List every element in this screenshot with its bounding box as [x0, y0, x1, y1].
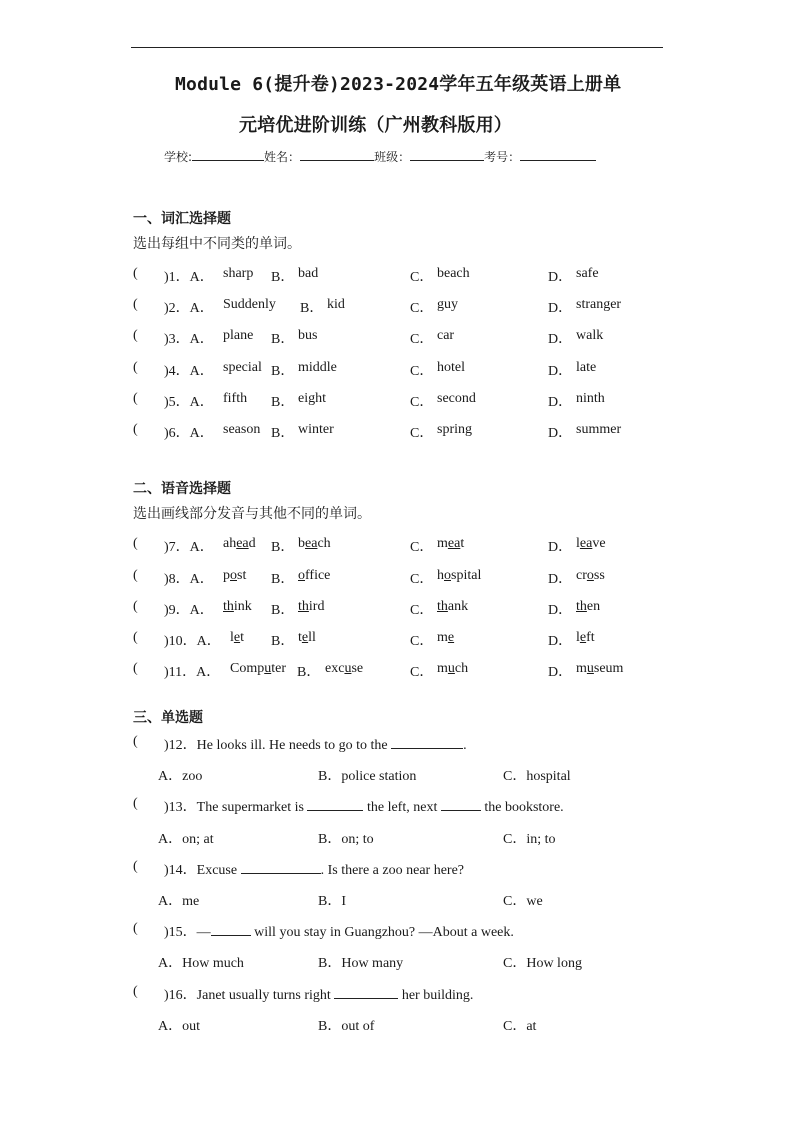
option-d: left: [576, 630, 595, 645]
option-c: meat: [437, 536, 465, 551]
option-a: A．on; at: [158, 832, 214, 847]
option-a: Computer: [230, 661, 286, 676]
option-b: B．police station: [318, 769, 417, 784]
option-b: bad: [298, 266, 319, 281]
option-c: C．we: [503, 894, 543, 909]
option-b: winter: [298, 422, 334, 437]
exam-number-blank[interactable]: [520, 146, 596, 161]
option-a: Suddenly: [223, 297, 276, 312]
question-number: )7．A．: [164, 540, 214, 555]
answer-paren[interactable]: (: [133, 859, 138, 874]
answer-paren[interactable]: (: [133, 796, 138, 811]
option-d: stranger: [576, 297, 622, 312]
underlined-part: e: [579, 630, 587, 645]
option-d-label: D．: [548, 332, 573, 347]
option-c: second: [437, 391, 476, 406]
option-c-label: C．: [410, 270, 434, 285]
title-line-1: Module 6(提升卷)2023-2024学年五年级英语上册单: [175, 74, 622, 95]
option-c-label: C．: [410, 301, 434, 316]
fill-blank[interactable]: [307, 796, 363, 811]
option-b: B．on; to: [318, 832, 374, 847]
option-b-label: B．: [271, 395, 295, 410]
option-c-label: C．: [410, 634, 434, 649]
option-a: fifth: [223, 391, 248, 406]
option-a: plane: [223, 328, 254, 343]
question-stem: )13．The supermarket is the left, next the bookstore.: [164, 796, 564, 816]
underlined-part: th: [576, 599, 587, 614]
name-label: 姓名：: [264, 150, 301, 164]
question-number: )9．A．: [164, 603, 214, 618]
option-c-label: C．: [410, 572, 434, 587]
option-c-label: C．: [410, 332, 434, 347]
option-b: tell: [298, 630, 316, 645]
answer-paren[interactable]: (: [133, 297, 138, 312]
answer-paren[interactable]: (: [133, 630, 138, 645]
section-1-heading: 一、词汇选择题: [133, 211, 231, 227]
section-1-instruction: 选出每组中不同类的单词。: [133, 236, 301, 252]
underlined-part: ea: [579, 536, 593, 551]
option-b-label: B．: [271, 603, 295, 618]
option-d-label: D．: [548, 665, 573, 680]
question-number: )2．A．: [164, 301, 214, 316]
option-d-label: D．: [548, 426, 573, 441]
answer-paren[interactable]: (: [133, 391, 138, 406]
option-b-label: B．: [271, 634, 295, 649]
question-stem: )15．— will you stay in Guangzhou? —About a week.: [164, 921, 514, 941]
option-d: ninth: [576, 391, 605, 406]
option-a: A．out: [158, 1019, 200, 1034]
option-b: B．How many: [318, 956, 404, 971]
option-a: season: [223, 422, 261, 437]
option-b-label: B．: [271, 540, 295, 555]
option-c: thank: [437, 599, 469, 614]
question-stem: )14．Excuse . Is there a zoo near here?: [164, 859, 464, 879]
option-a: post: [223, 568, 247, 583]
underlined-part: o: [444, 568, 451, 583]
underlined-part: u: [586, 661, 594, 676]
class-label: 班级：: [374, 150, 411, 164]
section-2-instruction: 选出画线部分发音与其他不同的单词。: [133, 506, 371, 522]
underlined-part: ea: [236, 536, 249, 551]
option-b: third: [298, 599, 325, 614]
answer-paren[interactable]: (: [133, 984, 138, 999]
answer-paren[interactable]: (: [133, 599, 138, 614]
option-d-label: D．: [548, 270, 573, 285]
student-info-fields: [164, 146, 596, 165]
option-c: hotel: [437, 360, 465, 375]
option-c: hospital: [437, 568, 482, 583]
option-a: special: [223, 360, 262, 375]
underlined-part: e: [233, 630, 241, 645]
option-d-label: D．: [548, 603, 573, 618]
option-d-label: D．: [548, 540, 573, 555]
question-number: )11．A．: [164, 665, 221, 680]
option-d: leave: [576, 536, 606, 551]
option-b: middle: [298, 360, 337, 375]
question-number: )3．A．: [164, 332, 214, 347]
option-b-label: B．: [271, 270, 295, 285]
option-d: cross: [576, 568, 605, 583]
option-b-label: B．: [300, 301, 324, 316]
option-d: summer: [576, 422, 622, 437]
title-line-2: 元培优进阶训练（广州教科版用）: [239, 115, 512, 136]
option-c-label: C．: [410, 426, 434, 441]
underlined-part: u: [447, 661, 455, 676]
underlined-part: e: [301, 630, 309, 645]
question-stem: )12．He looks ill. He needs to go to the .: [164, 734, 467, 754]
option-b: beach: [298, 536, 331, 551]
underlined-part: o: [230, 568, 237, 583]
answer-paren[interactable]: (: [133, 921, 138, 936]
fill-blank[interactable]: [441, 796, 481, 811]
question-number: )6．A．: [164, 426, 214, 441]
option-c-label: C．: [410, 364, 434, 379]
option-a: A．zoo: [158, 769, 203, 784]
question-number: )4．A．: [164, 364, 214, 379]
option-c-label: C．: [410, 540, 434, 555]
class-blank[interactable]: [410, 146, 484, 161]
fill-blank[interactable]: [391, 734, 463, 749]
option-c: spring: [437, 422, 472, 437]
school-blank[interactable]: [192, 146, 264, 161]
question-number: )1．A．: [164, 270, 214, 285]
option-c-label: C．: [410, 665, 434, 680]
option-d: safe: [576, 266, 599, 281]
option-c-label: C．: [410, 603, 434, 618]
option-d-label: D．: [548, 572, 573, 587]
option-a: think: [223, 599, 252, 614]
question-number: )8．A．: [164, 572, 214, 587]
option-b: eight: [298, 391, 326, 406]
exam-number-label: 考号：: [484, 150, 521, 164]
answer-paren[interactable]: (: [133, 568, 138, 583]
question-number: )5．A．: [164, 395, 214, 410]
option-b: excuse: [325, 661, 364, 676]
option-c: C．How long: [503, 956, 582, 971]
option-d-label: D．: [548, 634, 573, 649]
header-rule: [131, 47, 663, 48]
underlined-part: th: [298, 599, 309, 614]
answer-paren[interactable]: (: [133, 328, 138, 343]
section-2-heading: 二、语音选择题: [133, 481, 231, 497]
answer-paren[interactable]: (: [133, 734, 138, 749]
option-d-label: D．: [548, 395, 573, 410]
option-c: car: [437, 328, 455, 343]
option-d: walk: [576, 328, 604, 343]
option-b: kid: [327, 297, 345, 312]
option-a: ahead: [223, 536, 256, 551]
option-c-label: C．: [410, 395, 434, 410]
option-b-label: B．: [271, 426, 295, 441]
answer-paren[interactable]: (: [133, 536, 138, 551]
underlined-part: ea: [305, 536, 318, 551]
option-d: then: [576, 599, 601, 614]
option-d-label: D．: [548, 364, 573, 379]
fill-blank[interactable]: [241, 859, 321, 874]
option-b: office: [298, 568, 331, 583]
option-a: A．me: [158, 894, 200, 909]
answer-paren[interactable]: (: [133, 266, 138, 281]
option-c: me: [437, 630, 455, 645]
underlined-part: u: [264, 661, 272, 676]
underlined-part: ea: [447, 536, 461, 551]
answer-paren[interactable]: (: [133, 422, 138, 437]
option-b: bus: [298, 328, 318, 343]
question-stem: )16．Janet usually turns right her building.: [164, 984, 473, 1004]
option-a: sharp: [223, 266, 254, 281]
option-c: beach: [437, 266, 470, 281]
school-label: 学校:: [164, 150, 193, 164]
underlined-part: e: [447, 630, 455, 645]
option-d: late: [576, 360, 597, 375]
section-3-heading: 三、单选题: [133, 710, 203, 726]
option-c: guy: [437, 297, 458, 312]
fill-blank[interactable]: [211, 921, 251, 936]
option-d: museum: [576, 661, 624, 676]
underlined-part: o: [586, 568, 594, 583]
underlined-part: o: [298, 568, 305, 583]
option-c: much: [437, 661, 469, 676]
answer-paren[interactable]: (: [133, 661, 138, 676]
option-c: C．hospital: [503, 769, 571, 784]
answer-paren[interactable]: (: [133, 360, 138, 375]
option-b-label: B．: [297, 665, 321, 680]
option-c: C．at: [503, 1019, 537, 1034]
option-b-label: B．: [271, 572, 295, 587]
question-number: )10．A．: [164, 634, 221, 649]
option-d-label: D．: [548, 301, 573, 316]
underlined-part: u: [344, 661, 352, 676]
option-a: let: [230, 630, 244, 645]
underlined-part: th: [437, 599, 448, 614]
name-blank[interactable]: [300, 146, 374, 161]
option-c: C．in; to: [503, 832, 556, 847]
underlined-part: th: [223, 599, 234, 614]
option-b: B．out of: [318, 1019, 375, 1034]
option-b: B．I: [318, 894, 346, 909]
option-a: A．How much: [158, 956, 244, 971]
fill-blank[interactable]: [334, 984, 398, 999]
option-b-label: B．: [271, 364, 295, 379]
option-b-label: B．: [271, 332, 295, 347]
